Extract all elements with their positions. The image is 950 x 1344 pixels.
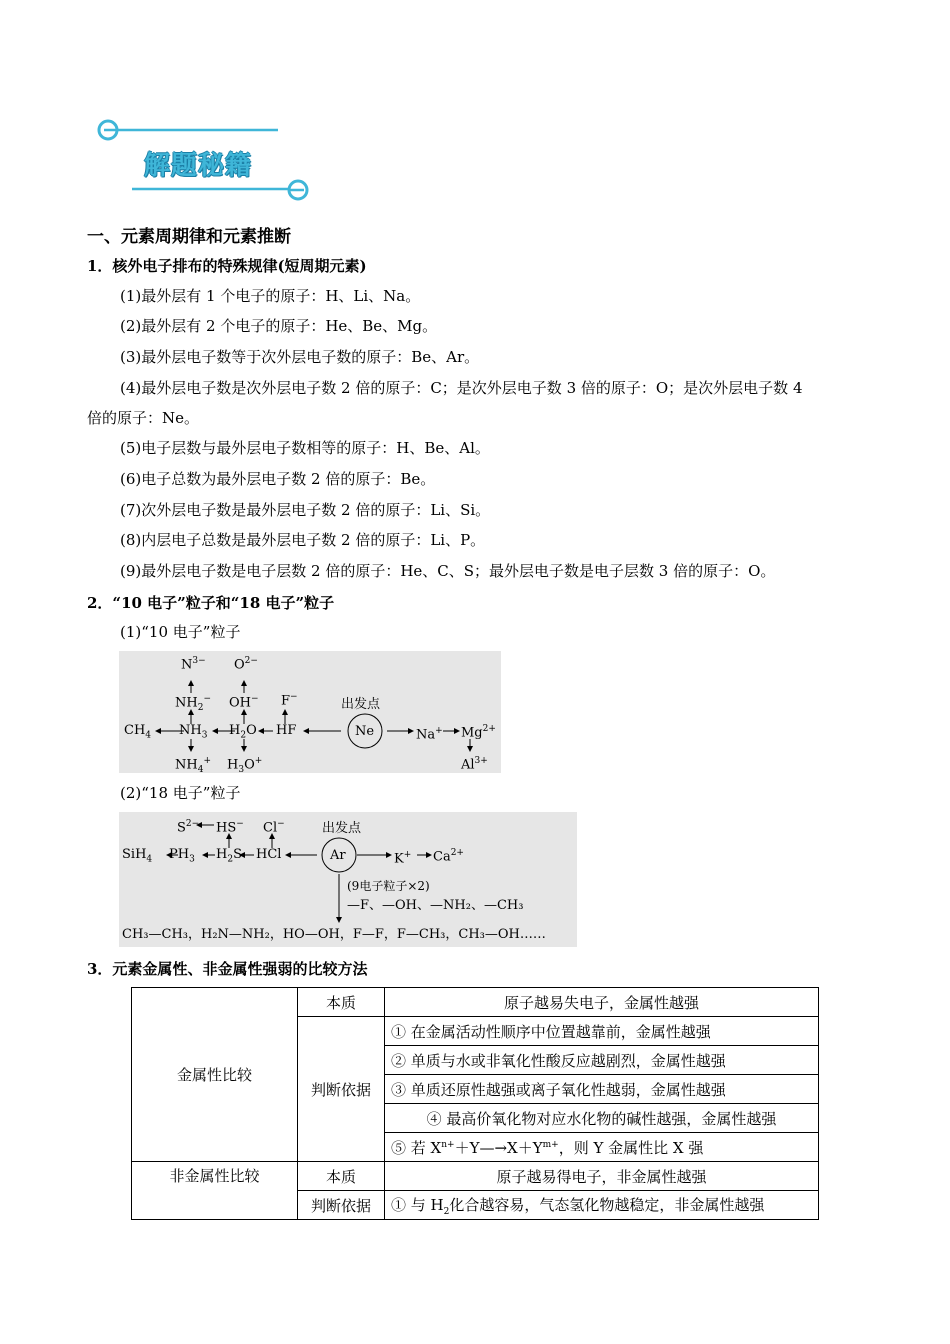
table-row: [132, 1162, 819, 1191]
heading-electron-rules: 1．核外电子排布的特殊规律(短周期元素): [87, 257, 367, 275]
diag18-hcl: HCl: [256, 847, 282, 862]
nonmetal-essence: 原子越易得电子，非金属性越强: [385, 1162, 819, 1191]
diag18-note: (9电子粒子×2): [347, 879, 430, 893]
rule-3: (3)最外层电子数等于次外层电子数的原子：Be、Ar。: [120, 348, 480, 366]
rule-6: (6)电子总数为最外层电子数 2 倍的原子：Be。: [120, 470, 436, 488]
diag10-oh: OH−: [229, 694, 259, 711]
diag18-sih4: SiH$_4$: [122, 847, 153, 865]
diag18-k: K+: [394, 850, 412, 867]
diag10-h2o: $H_2O$: [229, 723, 257, 741]
rule-9: (9)最外层电子数是电子层数 2 倍的原子：He、C、S；最外层电子数是电子层数 3 倍的原子：O。: [120, 562, 776, 580]
metal-rule-5: ⑤ 若 $X^{n+}+Y—\to X+Y^{m+}$，则 Y 金属性比 X 强: [385, 1133, 819, 1162]
nonmetal-label: 非金属性比较: [132, 1162, 298, 1220]
diag18-ca: $Ca^{2+}$: [433, 848, 464, 865]
heading-10-18-electrons: 2．“10 电子”粒子和“18 电子”粒子: [87, 594, 335, 612]
diag18-start-label: 出发点: [322, 821, 362, 836]
diagram-10-electron: [119, 651, 501, 773]
diag18-ph3: $PH_3$: [169, 847, 195, 865]
metallicity-table: [131, 987, 819, 1220]
diagram-18-electron: [119, 812, 577, 947]
subheading-10-electron: (1)“10 电子”粒子: [120, 623, 241, 641]
diag10-nh3: $NH_3$: [179, 723, 208, 741]
rule-2: (2)最外层有 2 个电子的原子：He、Be、Mg。: [120, 317, 438, 335]
banner-title: 解题秘籍: [144, 151, 253, 181]
section-banner: [92, 115, 322, 205]
diag18-groups: —F、—OH、—NH₂、—CH₃: [347, 898, 524, 913]
diag18-hs: HS−: [216, 819, 244, 836]
nonmetal-rule: ① 与 $H_2$化合越容易，气态氢化物越稳定，非金属性越强: [385, 1191, 819, 1220]
diag10-hf: HF: [276, 723, 297, 738]
diag10-nh4: $NH_4^+$: [175, 756, 211, 775]
heading-metallicity: 3．元素金属性、非金属性强弱的比较方法: [87, 960, 368, 978]
subheading-18-electron: (2)“18 电子”粒子: [120, 784, 241, 802]
diag10-o2: $O^{2-}$: [234, 656, 258, 673]
diag18-h2s: $H_2S$: [216, 847, 242, 865]
diag10-al: $Al^{3+}$: [461, 756, 488, 773]
metal-rule-3: ③ 单质还原性越强或离子氧化性越弱，金属性越强: [385, 1075, 819, 1104]
metal-rule-4: ④ 最高价氧化物对应水化物的碱性越强，金属性越强: [385, 1104, 819, 1133]
diag18-s2: $S^{2-}$: [177, 819, 200, 836]
metal-rule-2: ② 单质与水或非氧化性酸反应越剧烈，金属性越强: [385, 1046, 819, 1075]
rule-1: (1)最外层有 1 个电子的原子：H、Li、Na。: [120, 287, 421, 305]
diag10-f: F−: [281, 692, 298, 709]
diag10-na: Na+: [416, 726, 443, 743]
diag10-h3o: $H_3O^+$: [227, 756, 263, 775]
diag10-mg: $Mg^{2+}$: [461, 724, 496, 741]
rule-7: (7)次外层电子数是最外层电子数 2 倍的原子：Li、Si。: [120, 501, 491, 519]
diag10-nh2: $NH_2^-$: [175, 694, 211, 713]
diag10-start-label: 出发点: [341, 697, 381, 712]
rule-5: (5)电子层数与最外层电子数相等的原子：H、Be、Al。: [120, 439, 490, 457]
section-title: 一、元素周期律和元素推断: [87, 227, 291, 247]
table-row: [132, 988, 819, 1017]
rule-8: (8)内层电子总数是最外层电子数 2 倍的原子：Li、P。: [120, 531, 486, 549]
diag10-n3: $N^{3-}$: [181, 656, 206, 673]
diag18-bottom: CH₃—CH₃，H₂N—NH₂，HO—OH，F—F，F—CH₃，CH₃—OH……: [122, 927, 546, 942]
metal-rule-1: ① 在金属活动性顺序中位置越靠前，金属性越强: [385, 1017, 819, 1046]
metal-essence: 原子越易失电子，金属性越强: [385, 988, 819, 1017]
metal-basis-label: 判断依据: [298, 1017, 385, 1162]
nonmetal-essence-label: 本质: [298, 1162, 385, 1191]
diag18-cl: Cl−: [263, 819, 285, 836]
diag10-ch4: $CH_4$: [124, 723, 152, 741]
rule-4: (4)最外层电子数是次外层电子数 2 倍的原子：C；是次外层电子数 3 倍的原子：O；是次外层电子数 4: [120, 379, 803, 397]
nonmetal-basis-label: 判断依据: [298, 1191, 385, 1220]
diag18-center: Ar: [330, 848, 346, 863]
metal-label: 金属性比较: [132, 988, 298, 1162]
metal-essence-label: 本质: [298, 988, 385, 1017]
diag10-center: Ne: [355, 724, 375, 739]
rule-4-cont: 倍的原子：Ne。: [87, 409, 200, 427]
